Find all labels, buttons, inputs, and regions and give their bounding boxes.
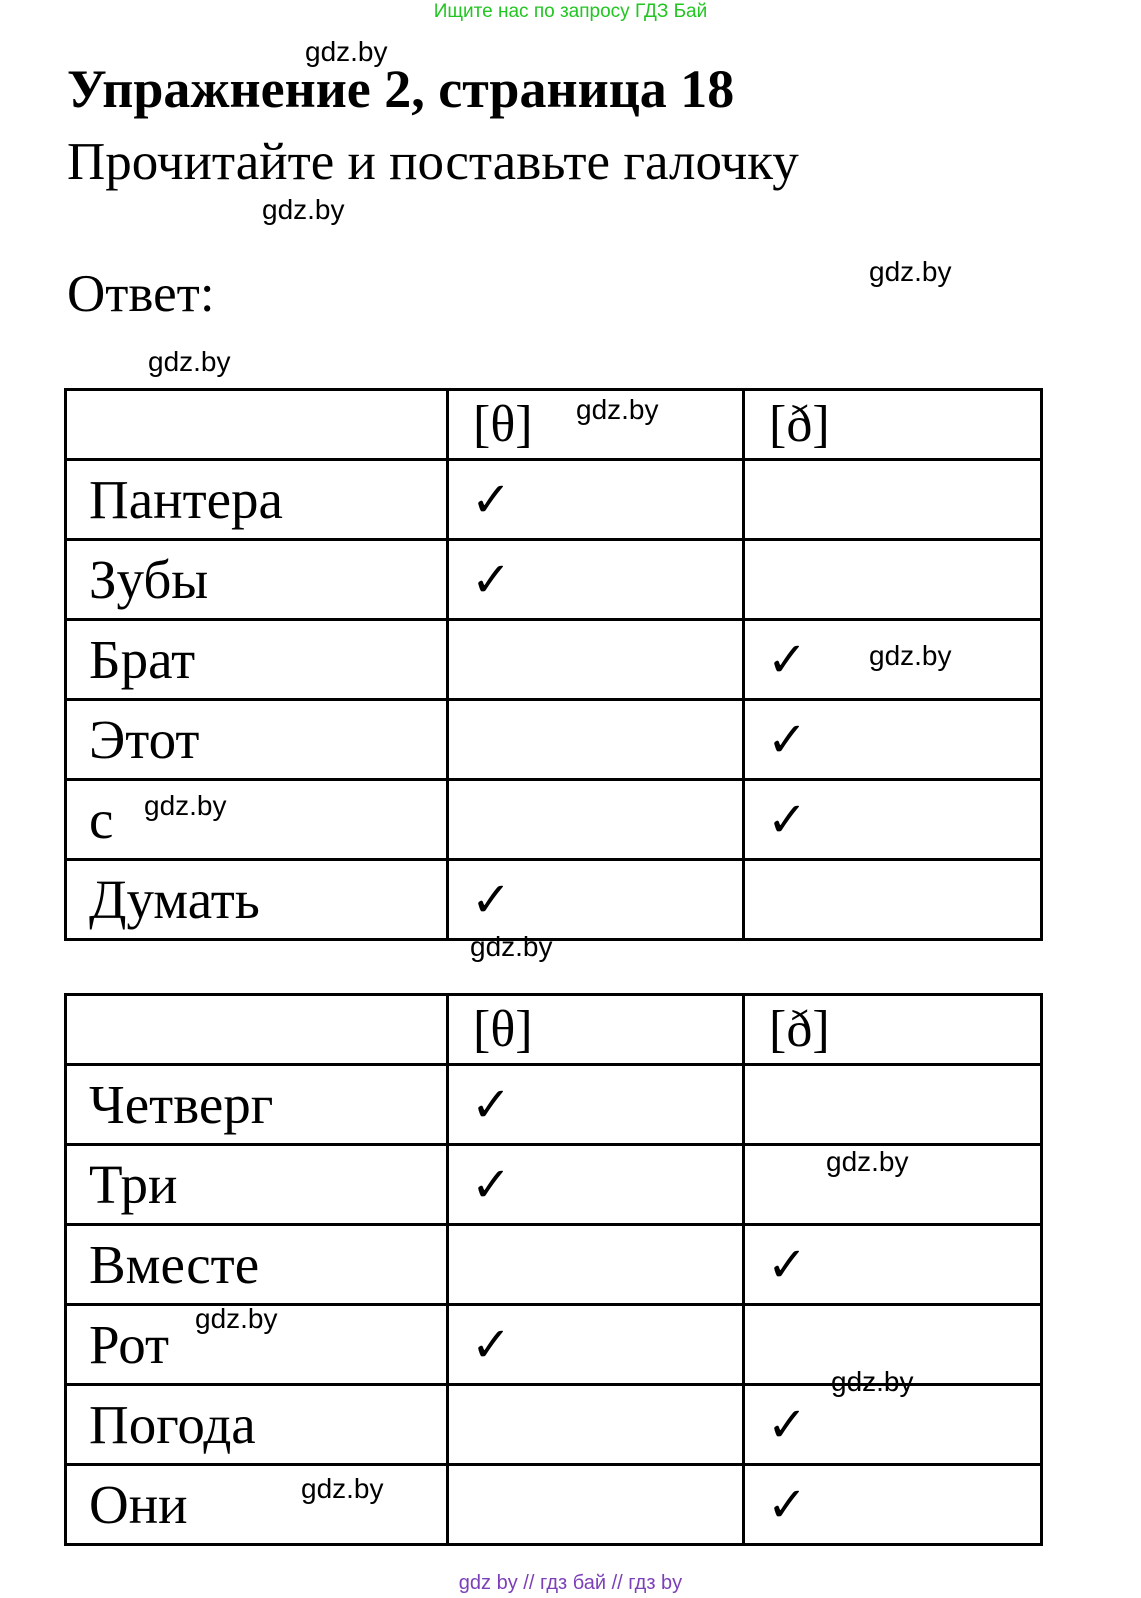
header-empty-cell — [66, 995, 448, 1065]
checkmark-icon: ✓ — [471, 1076, 512, 1133]
header-eth — [744, 390, 1042, 460]
watermark: gdz.by — [869, 640, 952, 671]
word-cell: Этот — [89, 709, 200, 770]
checkmark-icon: ✓ — [471, 871, 512, 928]
watermark: gdz.by — [576, 394, 659, 425]
table-row — [66, 860, 1042, 940]
checkmark-icon: ✓ — [767, 711, 808, 768]
top-banner: Ищите нас по запросу ГДЗ Бай — [433, 1, 708, 22]
word-cell: Рот — [89, 1314, 170, 1375]
watermark: gdz.by — [301, 1473, 384, 1504]
checkmark-icon: ✓ — [767, 1396, 808, 1453]
table-row — [66, 540, 1042, 620]
table-row — [66, 700, 1042, 780]
watermark: gdz.by — [831, 1366, 914, 1397]
word-cell: Пантера — [89, 469, 283, 530]
checkmark-icon: ✓ — [767, 1236, 808, 1293]
checkmark-icon: ✓ — [767, 631, 808, 688]
table-row — [66, 460, 1042, 540]
watermark: gdz.by — [144, 790, 227, 821]
watermark: gdz.by — [305, 36, 388, 67]
header-eth — [744, 995, 1042, 1065]
table-row — [66, 1465, 1042, 1545]
watermark: gdz.by — [470, 931, 553, 962]
phoneme-theta: [θ] — [473, 1000, 533, 1058]
word-cell: Они — [89, 1474, 188, 1535]
checkmark-icon: ✓ — [471, 1156, 512, 1213]
checkmark-icon: ✓ — [471, 551, 512, 608]
footer-links: gdz by // гдз бай // гдз by — [458, 1572, 683, 1594]
checkmark-icon: ✓ — [471, 1316, 512, 1373]
header-empty-cell — [66, 390, 448, 460]
watermark: gdz.by — [826, 1146, 909, 1177]
phoneme-eth: [ð] — [769, 1000, 830, 1058]
phoneme-theta: [θ] — [473, 395, 533, 453]
word-cell: Брат — [89, 629, 196, 690]
word-cell: Четверг — [89, 1074, 274, 1135]
header-theta — [448, 995, 744, 1065]
exercise-instruction: Прочитайте и поставьте галочку — [67, 133, 799, 191]
word-cell: с — [89, 789, 114, 850]
checkmark-icon: ✓ — [471, 471, 512, 528]
checkmark-icon: ✓ — [767, 791, 808, 848]
table-row — [66, 1225, 1042, 1305]
watermark: gdz.by — [869, 256, 952, 287]
word-cell: Зубы — [89, 549, 209, 610]
watermark: gdz.by — [195, 1303, 278, 1334]
word-cell: Вместе — [89, 1234, 260, 1295]
page-title: Упражнение 2, страница 18 — [67, 59, 735, 119]
phoneme-eth: [ð] — [769, 395, 830, 453]
watermark: gdz.by — [262, 194, 345, 225]
watermark: gdz.by — [148, 346, 231, 377]
table-header-row — [66, 995, 1042, 1065]
checkmark-icon: ✓ — [767, 1476, 808, 1533]
answer-label: Ответ: — [67, 265, 215, 323]
word-cell: Три — [89, 1154, 178, 1215]
table-header-row — [66, 390, 1042, 460]
table-row — [66, 1065, 1042, 1145]
answer-table-2 — [64, 993, 1043, 1546]
word-cell: Думать — [89, 869, 260, 930]
word-cell: Погода — [89, 1394, 256, 1455]
